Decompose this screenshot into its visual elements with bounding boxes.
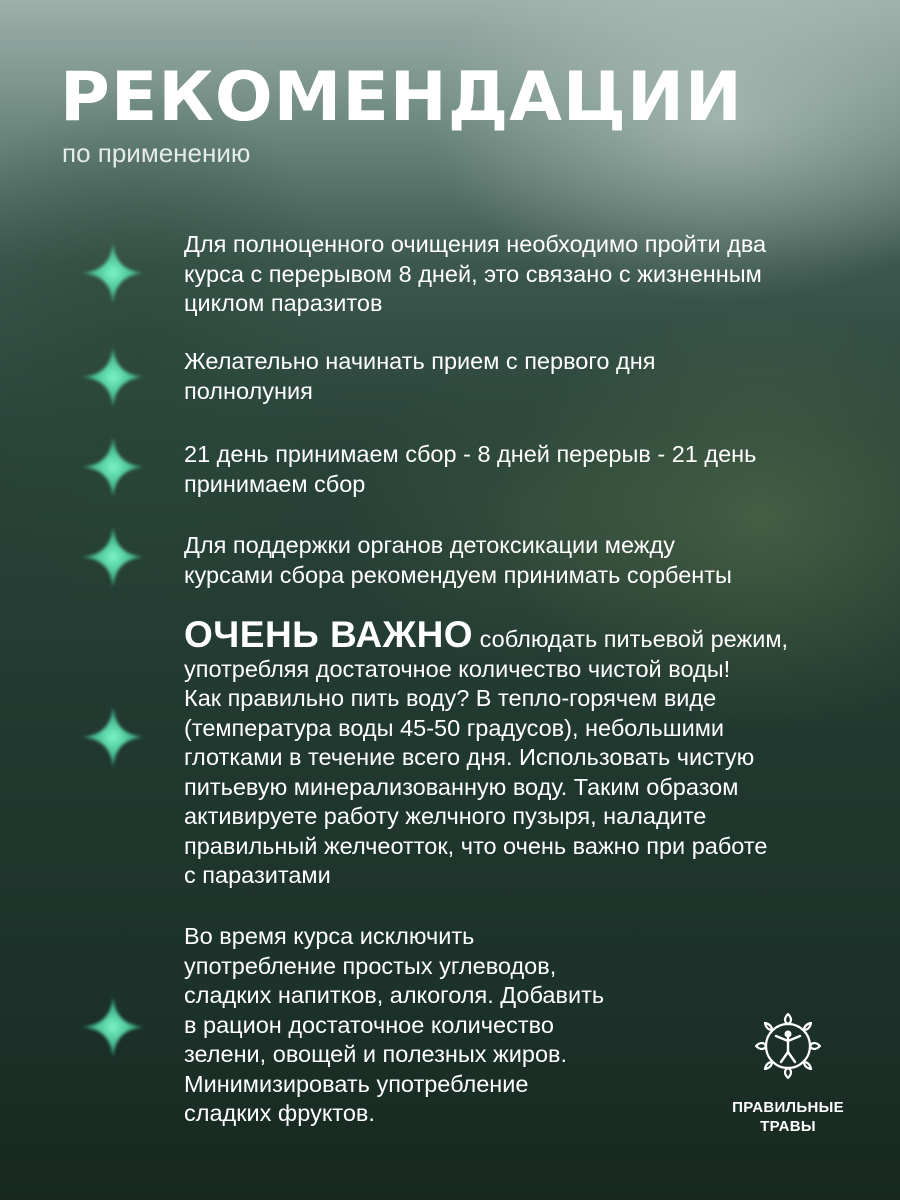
sparkle-star-icon	[80, 434, 146, 500]
recommendation-item: Желательно начинать прием с первого дня полнолуния	[184, 348, 656, 404]
page-title: РЕКОМЕНДАЦИИ	[60, 58, 743, 137]
sun-human-figure-icon	[752, 1010, 824, 1082]
recommendation-text: соблюдать питьевой режим, употребляя достаточное количество чистой воды! Как правильно пить воду? В тепло-горячем виде (температура воды 45-50 градусов), небольшими глотками в течение всего дня. Использовать чистую питьевую минерализованную воду. Таким образом активируете работу желчного пузыря, наладите правильный желчеотток, что очень важно при работе с паразитами	[184, 626, 789, 888]
sparkle-star-icon	[80, 704, 146, 770]
sparkle-star-icon	[80, 524, 146, 590]
recommendation-item	[184, 614, 864, 891]
sparkle-star-icon	[80, 240, 146, 306]
page-subtitle: по применению	[62, 138, 251, 168]
sparkle-star-icon	[80, 994, 146, 1060]
recommendation-item: Во время курса исключить употребление простых углеводов, сладких напитков, алкоголя. Добавить в рацион достаточное количество зелени, овощей и полезных жиров. Минимизировать употребление сладких фруктов.	[184, 923, 605, 1126]
recommendation-item: Для поддержки органов детоксикации между курсами сбора рекомендуем принимать сорбенты	[184, 532, 732, 588]
emphasis-label: ОЧЕНЬ ВАЖНО	[184, 614, 474, 655]
sparkle-star-icon	[80, 344, 146, 410]
brand-name: ПРАВИЛЬНЫЕ ТРАВЫ	[732, 1099, 844, 1135]
brand-logo	[718, 1010, 858, 1140]
recommendation-item: Для полноценного очищения необходимо пройти два курса с перерывом 8 дней, это связано с жизненным циклом паразитов	[184, 231, 767, 316]
recommendation-item: 21 день принимаем сбор - 8 дней перерыв - 21 день принимаем сбор	[184, 441, 757, 497]
